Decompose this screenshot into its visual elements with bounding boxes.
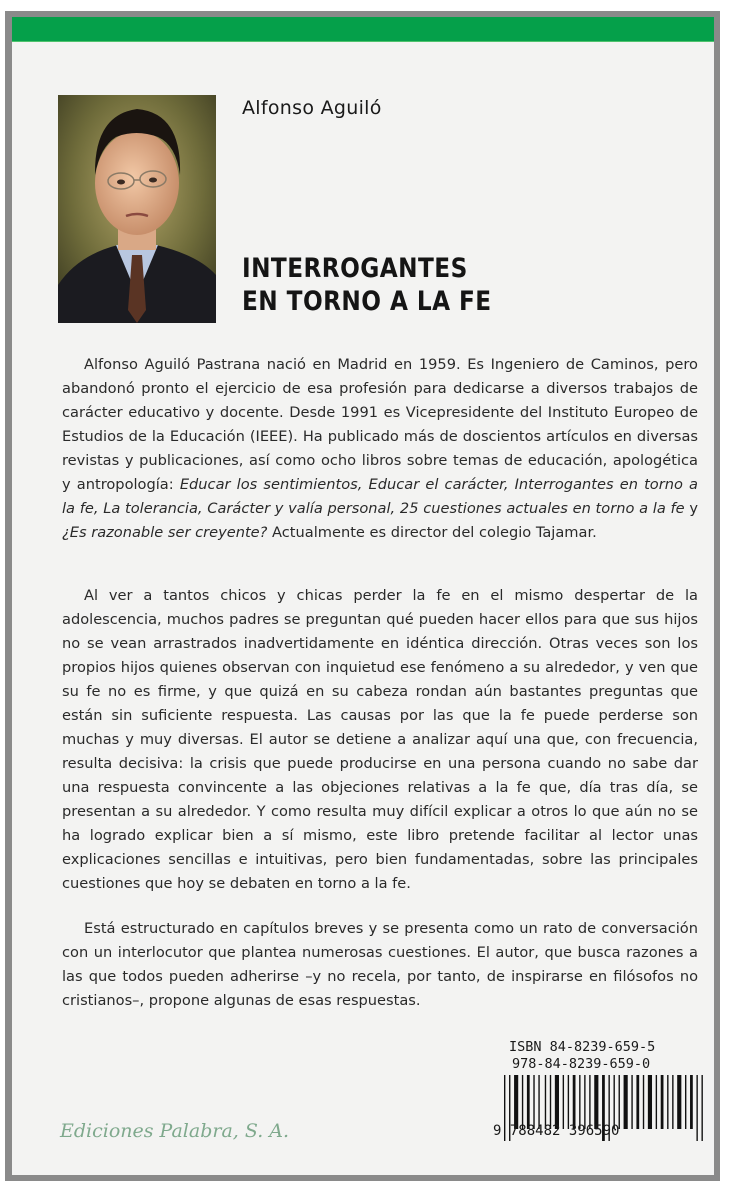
paragraph: Está estructurado en capítulos breves y se presenta como un rato de conversación con un interlocutor que plantea numerosas cuestiones. El autor, que busca razones a las que todos pueden adherirse –y no recela, por tanto, de inspirarse en filósofos no cristianos–, propone algunas de esas respuestas.: [62, 920, 698, 1009]
synopsis: [62, 584, 698, 896]
isbn-block: [509, 1039, 655, 1073]
author-portrait-icon: [58, 95, 216, 323]
barcode-digits: 9 788482 396590: [493, 1123, 620, 1139]
publisher-name: Ediciones Palabra, S. A.: [60, 1120, 290, 1142]
author-name: Alfonso Aguiló: [242, 97, 382, 119]
back-cover: [12, 17, 714, 1175]
author-photo: [58, 95, 216, 323]
isbn-13: 978-84-8239-659-0: [512, 1056, 651, 1072]
paragraph: Alfonso Aguiló Pastrana nació en Madrid en 1959. Es Ingeniero de Caminos, pero abandonó pronto el ejercicio de esa profesión para dedicarse a diversos trabajos de carácter educativo y docente. Desde 1991 es Vicepresidente del Instituto Europeo de Estudios de la Educación (IEEE). Ha publicado más de doscientos artículos en diversas revistas y publicaciones, así como ocho libros sobre temas de educación, apologética y antropología: Educar los sentimientos, Educar el carácter, Interrogantes en torno a la fe, La tolerancia, Carácter y valía personal, 25 cuestiones actuales en torno a la fe y ¿Es razonable ser creyente? Actualmente es director del colegio Tajamar.: [62, 356, 698, 541]
green-accent-bar: [12, 17, 714, 42]
book-structure: [62, 917, 698, 1013]
isbn-10: ISBN 84-8239-659-5: [509, 1039, 656, 1055]
paragraph: Al ver a tantos chicos y chicas perder la fe en el mismo despertar de la adolescencia, muchos padres se preguntan qué pueden hacer ellos para que sus hijos no se vean arrastrados inadvertidamente en idéntica dirección. Otras veces son los propios hijos quienes observan con inquietud ese fenómeno a su alrededor, y ven que su fe no es firme, y que quizá en su cabeza rondan aún bastantes preguntas que están sin suficiente respuesta. Las causas por las que la fe puede perderse son muchas y muy diversas. El autor se detiene a analizar aquí una que, con frecuencia, resulta decisiva: la crisis que puede producirse en una persona cuando no sabe dar una respuesta convincente a las objeciones relativas a la fe que, día tras día, se presentan a su alrededor. Y como resulta muy difícil explicar a otros lo que aún no se ha logrado explicar bien a sí mismo, este libro pretende facilitar al lector unas explicaciones sencillas e intuitivas, pero bien fundamentadas, sobre las principales cuestiones que hoy se debaten en torno a la fe.: [62, 587, 698, 892]
book-title: [242, 252, 492, 318]
title-line-1: INTERROGANTES: [242, 253, 468, 284]
title-line-2: EN TORNO A LA FE: [242, 286, 492, 317]
author-bio: [62, 353, 698, 545]
